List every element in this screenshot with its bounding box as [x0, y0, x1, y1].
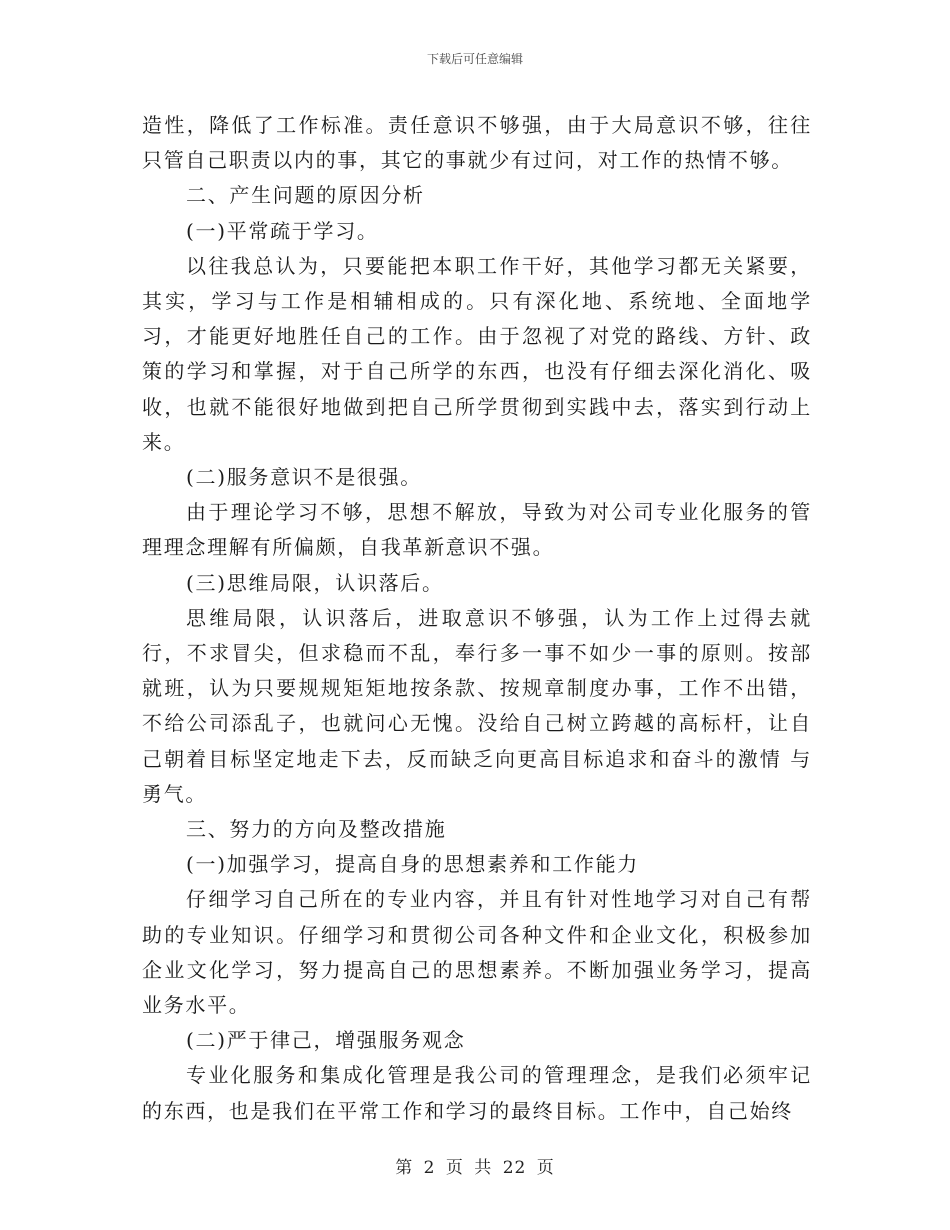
paragraph: 由于理论学习不够，思想不解放，导致为对公司专业化服务的管理理念理解有所偏颇，自我革新意识不强。 — [142, 500, 812, 560]
paragraph: 以往我总认为，只要能把本职工作干好，其他学习都无关紧要，其实，学习与工作是相辅相成的。只有深化地、系统地、全面地学习，才能更好地胜任自己的工作。由于忽视了对党的路线、方针、政策的学习和掌握，对于自己所学的东西，也没有仔细去深化消化、吸收，也就不能很好地做到把自己所学贯彻到实践中去，落实到行动上来。 — [142, 253, 812, 454]
page-header: 下载后可任意编辑 — [426, 52, 523, 66]
subsection-heading: (一)加强学习，提高自身的思想素养和工作能力 — [186, 852, 640, 877]
paragraph: 专业化服务和集成化管理是我公司的管理理念，是我们必须牢记的东西，也是我们在平常工作和学习的最终目标。工作中，自己始终 — [142, 1063, 812, 1123]
paragraph: 仔细学习自己所在的专业内容，并且有针对性地学习对自己有帮助的专业知识。仔细学习和贯彻公司各种文件和企业文化，积极参加企业文化学习，努力提高自己的思想素养。不断加强业务学习，提高业务水平。 — [142, 887, 812, 1018]
subsection-heading: (二)服务意识不是很强。 — [186, 465, 423, 490]
paragraph: 造性，降低了工作标准。责任意识不够强，由于大局意识不够，往往只管自己职责以内的事，其它的事就少有过问，对工作的热情不够。 — [142, 113, 812, 173]
document-body — [142, 108, 812, 1129]
subsection-heading: (三)思维局限，认识落后。 — [186, 570, 444, 595]
subsection-heading: (一)平常疏于学习。 — [186, 218, 379, 243]
subsection-heading: (二)严于律己，增强服务观念 — [186, 1028, 466, 1053]
section-heading: 二、产生问题的原因分析 — [186, 183, 425, 208]
page-number: 第 2 页 共 22 页 — [395, 1158, 555, 1178]
paragraph: 思维局限，认识落后，进取意识不够强，认为工作上过得去就行，不求冒尖，但求稳而不乱，奉行多一事不如少一事的原则。按部就班，认为只要规规矩矩地按条款、按规章制度办事，工作不出错，不给公司添乱子，也就问心无愧。没给自己树立跨越的高标杆，让自己朝着目标坚定地走下去，反而缺乏向更高目标追求和奋斗的激情 与勇气。 — [142, 605, 812, 806]
section-heading: 三、努力的方向及整改措施 — [186, 817, 447, 842]
